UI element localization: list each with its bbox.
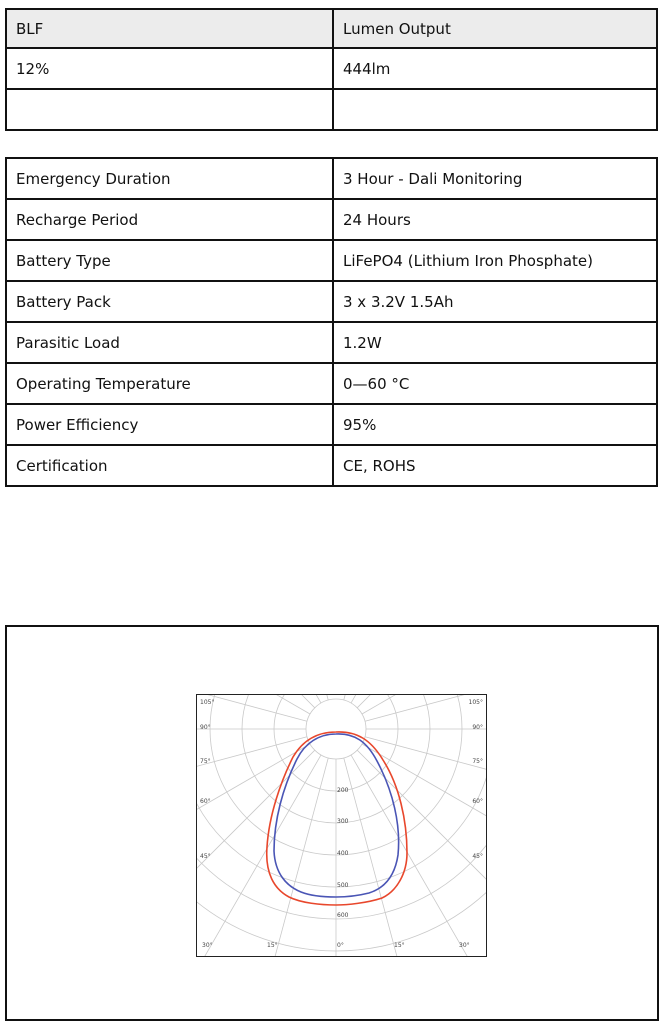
table-row <box>6 199 657 240</box>
grid-spoke <box>357 750 486 955</box>
emergency-spec-table <box>5 157 658 487</box>
spec-label: Recharge Period <box>6 199 333 240</box>
spec-label: Parasitic Load <box>6 322 333 363</box>
angle-label: 105° <box>468 699 483 706</box>
radial-value-label: 500 <box>337 882 349 889</box>
angle-label: 0° <box>337 942 344 949</box>
table-header-row <box>6 9 657 48</box>
header-cell-blf: BLF <box>6 9 333 48</box>
spec-label: Operating Temperature <box>6 363 333 404</box>
table-row <box>6 158 657 199</box>
polar-grid <box>197 695 486 956</box>
grid-spoke <box>351 755 486 956</box>
angle-label: 105° <box>200 699 215 706</box>
spec-label: Battery Pack <box>6 281 333 322</box>
grid-spoke <box>197 695 321 703</box>
spec-label: Emergency Duration <box>6 158 333 199</box>
spec-value: LiFePO4 (Lithium Iron Phosphate) <box>333 240 657 281</box>
radial-value-label: 600 <box>337 912 349 919</box>
angle-label: 90° <box>472 724 483 731</box>
table-cell <box>333 89 657 130</box>
spec-value: 3 Hour - Dali Monitoring <box>333 158 657 199</box>
radial-value-label: 300 <box>337 818 349 825</box>
spec-label: Certification <box>6 445 333 486</box>
grid-spoke <box>197 750 315 955</box>
angle-label: 90° <box>200 724 211 731</box>
spec-value: 0—60 °C <box>333 363 657 404</box>
spec-value: 24 Hours <box>333 199 657 240</box>
grid-spoke <box>197 695 315 708</box>
angle-label: 75° <box>200 758 211 765</box>
photometric-diagram-frame <box>5 625 659 1021</box>
spec-label: Battery Type <box>6 240 333 281</box>
angle-label: 15° <box>394 942 405 949</box>
spec-value: 3 x 3.2V 1.5Ah <box>333 281 657 322</box>
grid-ring <box>306 699 366 759</box>
angle-label: 60° <box>472 798 483 805</box>
spec-value: CE, ROHS <box>333 445 657 486</box>
angle-label: 30° <box>459 942 470 949</box>
angle-label: 60° <box>200 798 211 805</box>
table-row <box>6 48 657 89</box>
angle-label: 30° <box>202 942 213 949</box>
table-cell: 12% <box>6 48 333 89</box>
table-cell <box>6 89 333 130</box>
table-row <box>6 89 657 130</box>
grid-spoke <box>362 695 486 714</box>
lumen-table <box>5 8 658 131</box>
grid-spoke <box>351 695 486 703</box>
spec-value: 1.2W <box>333 322 657 363</box>
table-row <box>6 363 657 404</box>
table-row <box>6 240 657 281</box>
spec-value: 95% <box>333 404 657 445</box>
table-row <box>6 281 657 322</box>
table-cell: 444lm <box>333 48 657 89</box>
polar-light-distribution-diagram <box>196 694 487 957</box>
angle-label: 15° <box>267 942 278 949</box>
table-row <box>6 445 657 486</box>
spec-label: Power Efficiency <box>6 404 333 445</box>
angle-label: 45° <box>472 853 483 860</box>
radial-value-label: 400 <box>337 850 349 857</box>
table-row <box>6 322 657 363</box>
radial-value-label: 200 <box>337 787 349 794</box>
angle-label: 45° <box>200 853 211 860</box>
header-cell-lumen-output: Lumen Output <box>333 9 657 48</box>
table-row <box>6 404 657 445</box>
angle-label: 75° <box>472 758 483 765</box>
